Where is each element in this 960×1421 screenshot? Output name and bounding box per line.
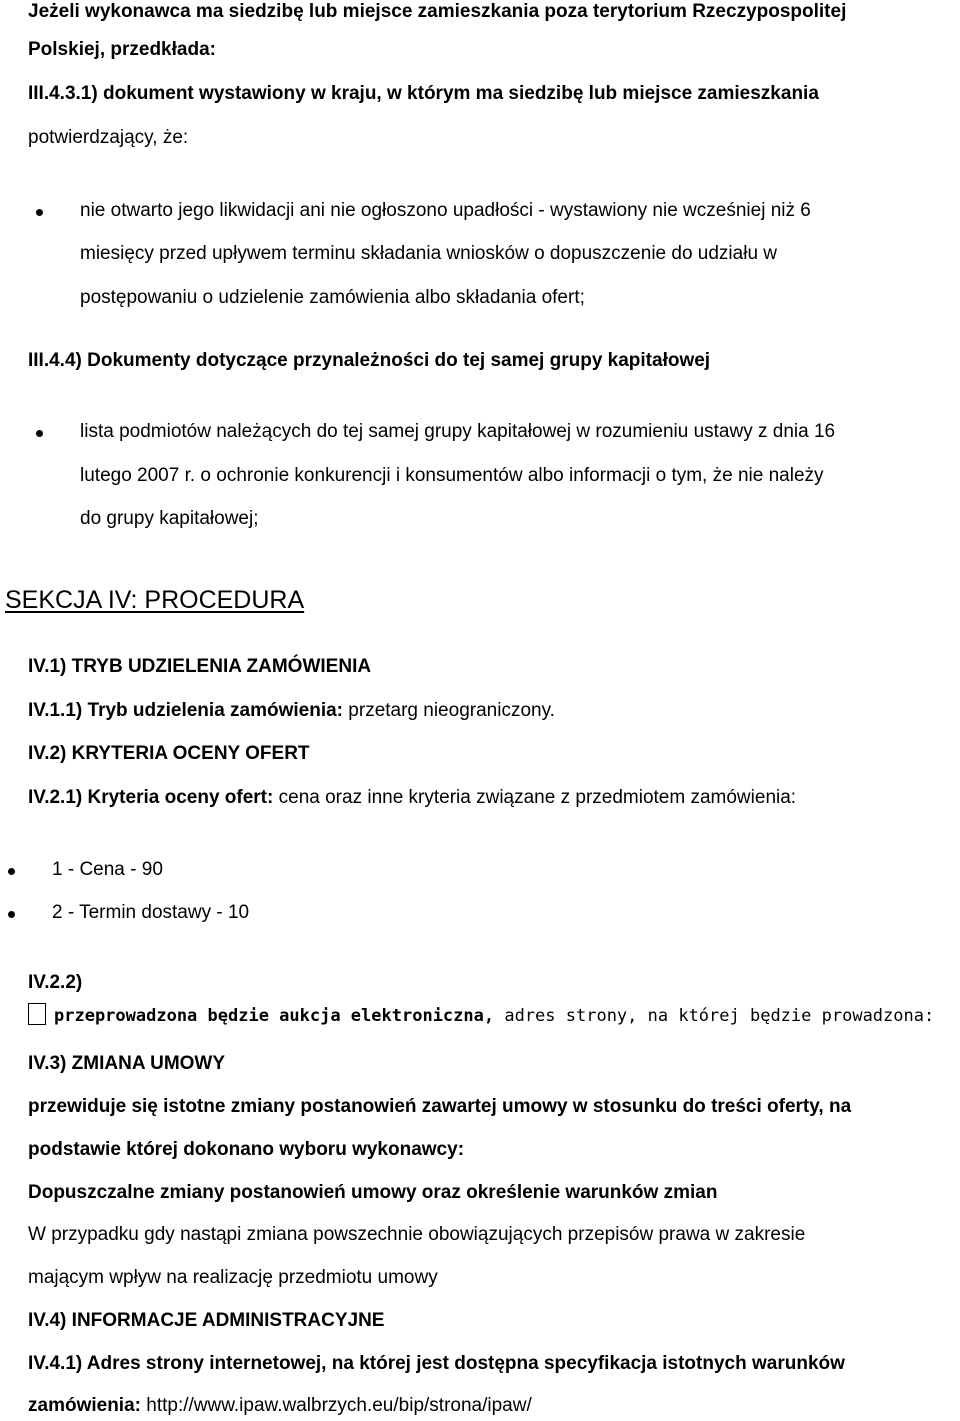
iv2-sub (28, 786, 796, 810)
auction-bold-text: przeprowadzona będzie aukcja elektroniczna, (54, 1006, 495, 1026)
iv1-sub-label: IV.1.1) Tryb udzielenia zamówienia: (28, 700, 344, 721)
criterion-item: 1 - Cena - 90 (52, 859, 163, 880)
intro-line-1: Jeżeli wykonawca ma siedzibę lub miejsce zamieszkania poza terytorium Rzeczypospolitej (28, 1, 847, 22)
section-344-heading: III.4.4) Dokumenty dotyczące przynależności do tej samej grupy kapitałowej (28, 350, 711, 371)
iv1-sub-value: przetarg nieograniczony. (343, 700, 555, 721)
iv3-heading: IV.3) ZMIANA UMOWY (28, 1053, 226, 1074)
intro-line-2: Polskiej, przedkłada: (28, 39, 216, 60)
iv1-sub (28, 699, 555, 723)
iv2-heading: IV.2) KRYTERIA OCENY OFERT (28, 743, 310, 764)
bullet1-line-2: miesięcy przed upływem terminu składania wniosków o dopuszczenie do udziału w (80, 243, 778, 264)
bullet2-line-3: do grupy kapitałowej; (80, 508, 259, 529)
auction-rest-text: adres strony, na której będzie prowadzona: (494, 1006, 935, 1026)
iv3-text-line-1: W przypadku gdy nastąpi zmiana powszechnie obowiązujących przepisów prawa w zakresie (28, 1224, 806, 1245)
iv4-sub-label: zamówienia: (28, 1395, 141, 1416)
iv4-sub-line-2 (28, 1394, 532, 1418)
iv2-sub-value: cena oraz inne kryteria związane z przedmiotem zamówienia: (273, 787, 797, 808)
intro-line-3: III.4.3.1) dokument wystawiony w kraju, w którym ma siedzibę lub miejsce zamieszkania (28, 83, 819, 104)
bullet2-line-1: lista podmiotów należących do tej samej grupy kapitałowej w rozumieniu ustawy z dnia 16 (80, 421, 836, 442)
iv4-sub-line-1: IV.4.1) Adres strony internetowej, na której jest dostępna specyfikacja istotnych warunków (28, 1353, 845, 1374)
criterion-item: 2 - Termin dostawy - 10 (52, 902, 250, 923)
bullet-icon (8, 911, 15, 918)
iv22-label: IV.2.2) (28, 972, 83, 993)
iv2-sub-label: IV.2.1) Kryteria oceny ofert: (28, 787, 274, 808)
section-title: SEKCJA IV: PROCEDURA (5, 586, 305, 614)
iv3-bold-line-3: Dopuszczalne zmiany postanowień umowy oraz określenie warunków zmian (28, 1182, 718, 1203)
iv3-text-line-2: mającym wpływ na realizację przedmiotu umowy (28, 1267, 438, 1288)
iv1-heading: IV.1) TRYB UDZIELENIA ZAMÓWIENIA (28, 656, 372, 677)
bullet1-line-3: postępowaniu o udzielenie zamówienia albo składania ofert; (80, 287, 585, 308)
auction-line (54, 1004, 934, 1028)
iv3-bold-line-1: przewiduje się istotne zmiany postanowień zawartej umowy w stosunku do treści oferty, na (28, 1096, 852, 1117)
bullet1-line-1: nie otwarto jego likwidacji ani nie ogłoszono upadłości - wystawiony nie wcześniej niż 6 (80, 200, 811, 221)
iv3-bold-line-2: podstawie której dokonano wyboru wykonawcy: (28, 1139, 465, 1160)
iv4-heading: IV.4) INFORMACJE ADMINISTRACYJNE (28, 1310, 385, 1331)
bullet-icon (8, 868, 15, 875)
bullet2-line-2: lutego 2007 r. o ochronie konkurencji i konsumentów albo informacji o tym, że nie należy (80, 465, 824, 486)
intro-line-4: potwierdzający, że: (28, 127, 189, 148)
bullet-icon (36, 209, 43, 216)
auction-checkbox[interactable] (28, 1003, 46, 1025)
spec-url-link[interactable]: http://www.ipaw.walbrzych.eu/bip/strona/ipaw/ (140, 1395, 532, 1416)
bullet-icon (36, 430, 43, 437)
